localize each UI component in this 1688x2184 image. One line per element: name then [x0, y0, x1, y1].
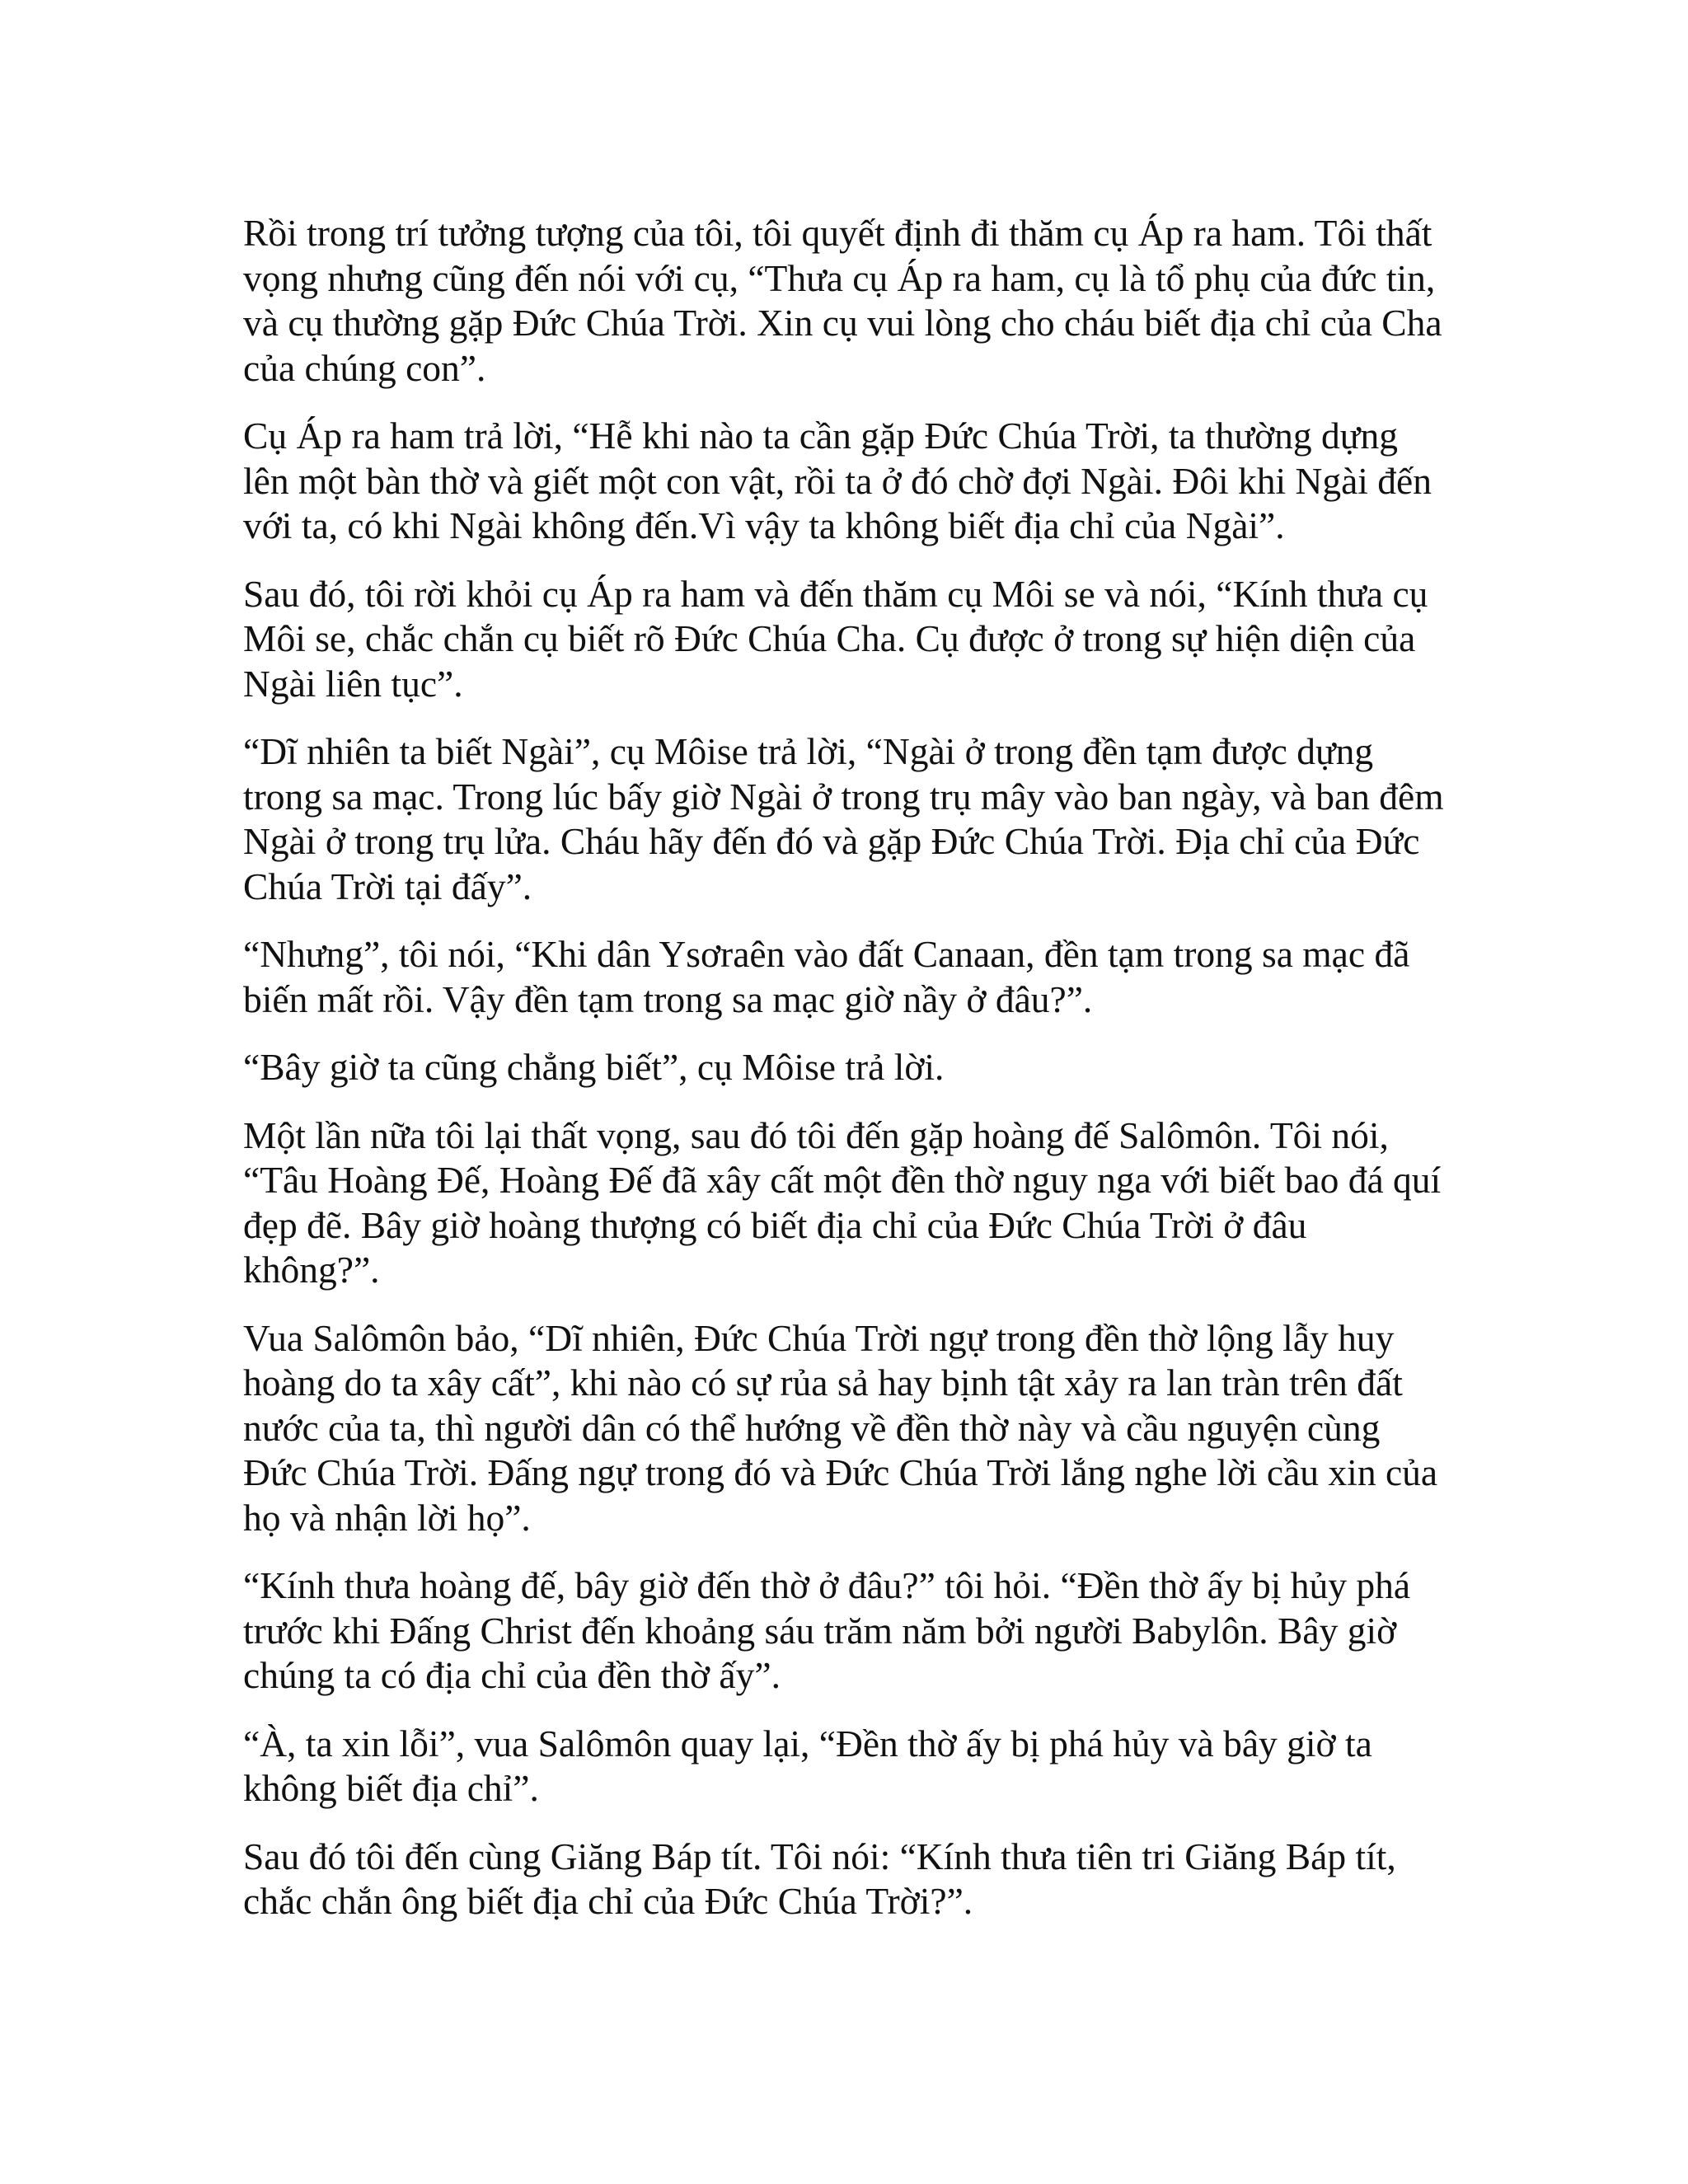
paragraph-8: Vua Salômôn bảo, “Dĩ nhiên, Đức Chúa Trời ngự trong đền thờ lộng lẫy huy hoàng do ta xây cất”, khi nào có sự rủa sả hay bịnh tật xảy ra lan tràn trên đất nước của ta, thì người dân có thể hướng về đền thờ này và cầu nguyện cùng Đức Chúa Trời. Đấng ngự trong đó và Đức Chúa Trời lắng nghe lời cầu xin của họ và nhận lời họ”.	[243, 1316, 1438, 1539]
paragraph-10: “À, ta xin lỗi”, vua Salômôn quay lại, “Đền thờ ấy bị phá hủy và bây giờ ta không biết địa chỉ”.	[243, 1722, 1372, 1809]
paragraph-4: “Dĩ nhiên ta biết Ngài”, cụ Môise trả lời, “Ngài ở trong đền tạm được dựng trong sa mạc. Trong lúc bấy giờ Ngài ở trong trụ mây vào ban ngày, và ban đêm Ngài ở trong trụ lửa. Cháu hãy đến đó và gặp Đức Chúa Trời. Địa chỉ của Đức Chúa Trời tại đấy”.	[243, 730, 1444, 907]
paragraph-2: Cụ Áp ra ham trả lời, “Hễ khi nào ta cần gặp Đức Chúa Trời, ta thường dựng lên một bàn thờ và giết một con vật, rồi ta ở đó chờ đợi Ngài. Đôi khi Ngài đến với ta, có khi Ngài không đến.Vì vậy ta không biết địa chỉ của Ngài”.	[243, 415, 1432, 546]
paragraph-6: “Bây giờ ta cũng chẳng biết”, cụ Môise trả lời.	[243, 1046, 945, 1088]
paragraph-11: Sau đó tôi đến cùng Giăng Báp tít. Tôi nói: “Kính thưa tiên tri Giăng Báp tít, chắc chắn ông biết địa chỉ của Đức Chúa Trời?”.	[243, 1835, 1396, 1922]
paragraph-1: Rồi trong trí tưởng tượng của tôi, tôi quyết định đi thăm cụ Áp ra ham. Tôi thất vọng nhưng cũng đến nói với cụ, “Thưa cụ Áp ra ham, cụ là tổ phụ của đức tin, và cụ thường gặp Đức Chúa Trời. Xin cụ vui lòng cho cháu biết địa chỉ của Cha của chúng con”.	[243, 212, 1442, 389]
paragraph-9: “Kính thưa hoàng đế, bây giờ đến thờ ở đâu?” tôi hỏi. “Đền thờ ấy bị hủy phá trước khi Đấng Christ đến khoảng sáu trăm năm bởi người Babylôn. Bây giờ chúng ta có địa chỉ của đền thờ ấy”.	[243, 1564, 1411, 1696]
paragraph-5: “Nhưng”, tôi nói, “Khi dân Ysơraên vào đất Canaan, đền tạm trong sa mạc đã biến mất rồi. Vậy đền tạm trong sa mạc giờ nầy ở đâu?”.	[243, 933, 1410, 1020]
paragraph-3: Sau đó, tôi rời khỏi cụ Áp ra ham và đến thăm cụ Môi se và nói, “Kính thưa cụ Môi se, chắc chắn cụ biết rõ Đức Chúa Cha. Cụ được ở trong sự hiện diện của Ngài liên tục”.	[243, 572, 1428, 705]
document-body	[243, 211, 1447, 1947]
paragraph-7: Một lần nữa tôi lại thất vọng, sau đó tôi đến gặp hoàng đế Salômôn. Tôi nói, “Tâu Hoàng Đế, Hoàng Đế đã xây cất một đền thờ nguy nga với biết bao đá quí đẹp đẽ. Bây giờ hoàng thượng có biết địa chỉ của Đức Chúa Trời ở đâu không?”.	[243, 1113, 1442, 1291]
